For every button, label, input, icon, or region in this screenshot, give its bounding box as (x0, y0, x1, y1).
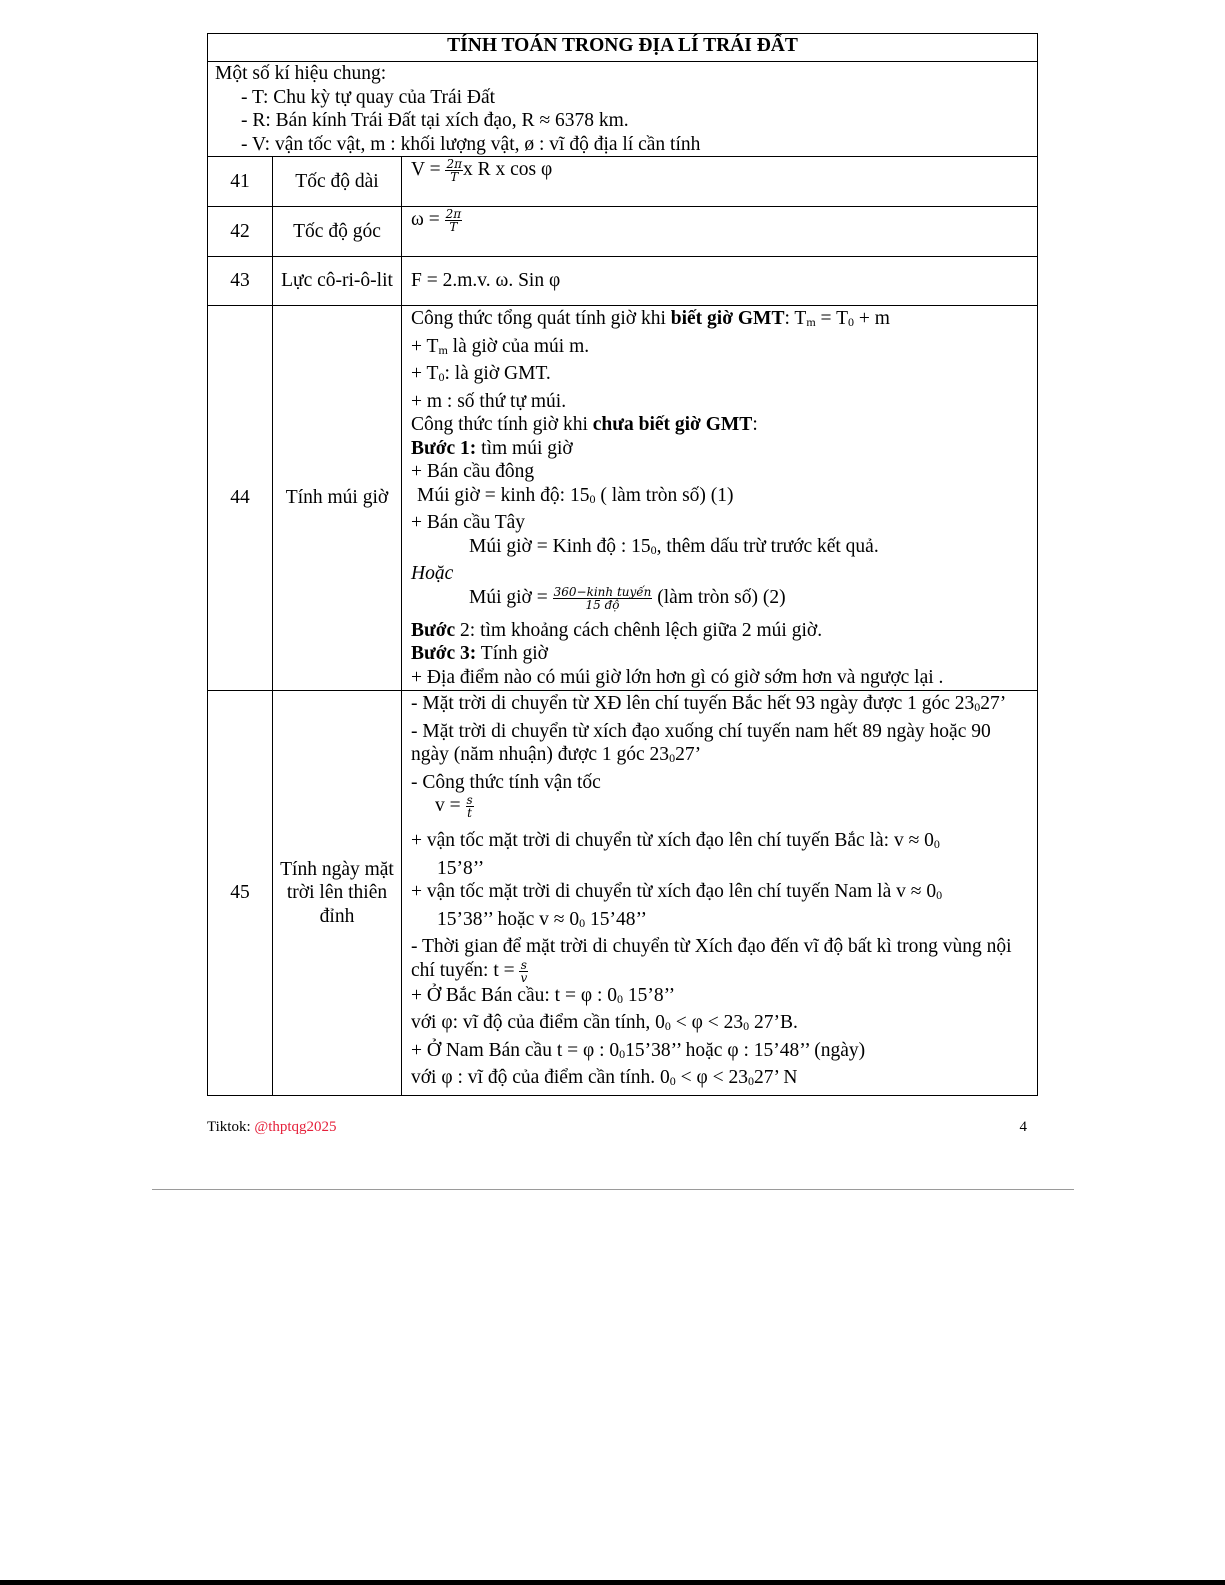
row-name: Tính ngày mặt trời lên thiên đỉnh (273, 691, 402, 1096)
row-name: Tính múi giờ (273, 306, 402, 691)
table-row (208, 257, 1038, 306)
row-content: - Mặt trời di chuyển từ XĐ lên chí tuyến Bắc hết 93 ngày được 1 góc $23_027$’ - Mặt trời di chuyển từ xích đạo xuống chí tuyến nam hết 89 ngày hoặc 90 ngày (năm nhuận) được 1 góc $23_027$’ - Công thức tính vận tốc v = $\frac{s}{t}$ + vận tốc mặt trời di chuyển từ xích đạo lên chí tuyến Bắc là: $v \approx 0_0$ 15’8’’ + vận tốc mặt trời di chuyển từ xích đạo lên chí tuyến Nam là $v \approx 0_0$ 15’38’’ hoặc $v \approx 0_0$ 15’48’’ - Thời gian để mặt trời di chuyển từ Xích đạo đến vĩ độ bất kì trong vùng nội chí tuyến: t = $\frac{s}{v}$ + Ở Bắc Bán cầu: t = φ : $0_0$ 15’8’’ với φ: vĩ độ của điểm cần tính, $0_0 < \varphi < 23_0$ 27’B. + Ở Nam Bán cầu t = φ : $0_015’38$’’ hoặc φ : 15’48’’ (ngày) với φ : vĩ độ của điểm cần tính. $0_0 < \varphi < 23_027$’ N (402, 691, 1038, 1096)
row-name: Tốc độ góc (273, 207, 402, 257)
row-number: 43 (208, 257, 273, 306)
symbols-legend (208, 62, 1038, 157)
row-formula: F = 2.m.v. ω. Sin φ (402, 257, 1038, 306)
bottom-edge (0, 1580, 1225, 1585)
legend-heading: Một số kí hiệu chung: (215, 63, 387, 84)
document-page (207, 33, 1037, 1096)
table-row (208, 306, 1038, 691)
table-row (208, 157, 1038, 207)
tiktok-handle[interactable]: @thptqg2025 (254, 1119, 337, 1135)
table-row (208, 207, 1038, 257)
row-formula: V = $\frac{2\pi}{T}$ x R x cos φ (402, 157, 1038, 207)
footer-label: Tiktok: (207, 1119, 251, 1135)
legend-line: - V: vận tốc vật, m : khối lượng vật, ø : vĩ độ địa lí cần tính (241, 133, 701, 155)
table-row (208, 691, 1038, 1096)
fraction: $\frac{s}{v}$ (520, 957, 528, 985)
legend-line: - R: Bán kính Trái Đất tại xích đạo, R ≈ 6378 km. (241, 110, 629, 131)
fraction: $\frac{2\pi}{T}$ (445, 207, 462, 235)
table-title: TÍNH TOÁN TRONG ĐỊA LÍ TRÁI ĐẤT (208, 34, 1038, 62)
row-number: 45 (208, 691, 273, 1096)
row-formula: ω = $\frac{2\pi}{T}$ (402, 207, 1038, 257)
row-number: 42 (208, 207, 273, 257)
page-number: 4 (1019, 1119, 1027, 1135)
page-divider (152, 1189, 1074, 1190)
row-name: Lực cô-ri-ô-lit (273, 257, 402, 306)
row-number: 41 (208, 157, 273, 207)
formula-table (207, 33, 1038, 1096)
fraction: $\frac{s}{t}$ (466, 793, 473, 821)
row-number: 44 (208, 306, 273, 691)
fraction: $\frac{\text{360−kinh tuyến}}{\text{15 độ}}$ (553, 584, 652, 612)
row-content: Công thức tổng quát tính giờ khi biết giờ GMT: $T_m = T_0 + m$ + $T_m$ là giờ của múi m. + $T_0$: là giờ GMT. + m : số thứ tự múi. Công thức tính giờ khi chưa biết giờ GMT: Bước 1: tìm múi giờ + Bán cầu đông Múi giờ = kinh độ: $15_0$ ( làm tròn số) (1) + Bán cầu Tây Múi giờ = Kinh độ : $15_0$, thêm dấu trừ trước kết quả. Hoặc Múi giờ = $\frac{\text{360−kinh tuyến}}{\text{15 độ}}$ (làm tròn số) (2) Bước 2: tìm khoảng cách chênh lệch giữa 2 múi giờ. Bước 3: Tính giờ + Địa điểm nào có múi giờ lớn hơn gì có giờ sớm hơn và ngược lại . (402, 306, 1038, 691)
legend-line: - T: Chu kỳ tự quay của Trái Đất (241, 86, 496, 108)
page-footer (207, 1118, 1027, 1136)
fraction: $\frac{2\pi}{T}$ (446, 157, 463, 185)
row-name: Tốc độ dài (273, 157, 402, 207)
